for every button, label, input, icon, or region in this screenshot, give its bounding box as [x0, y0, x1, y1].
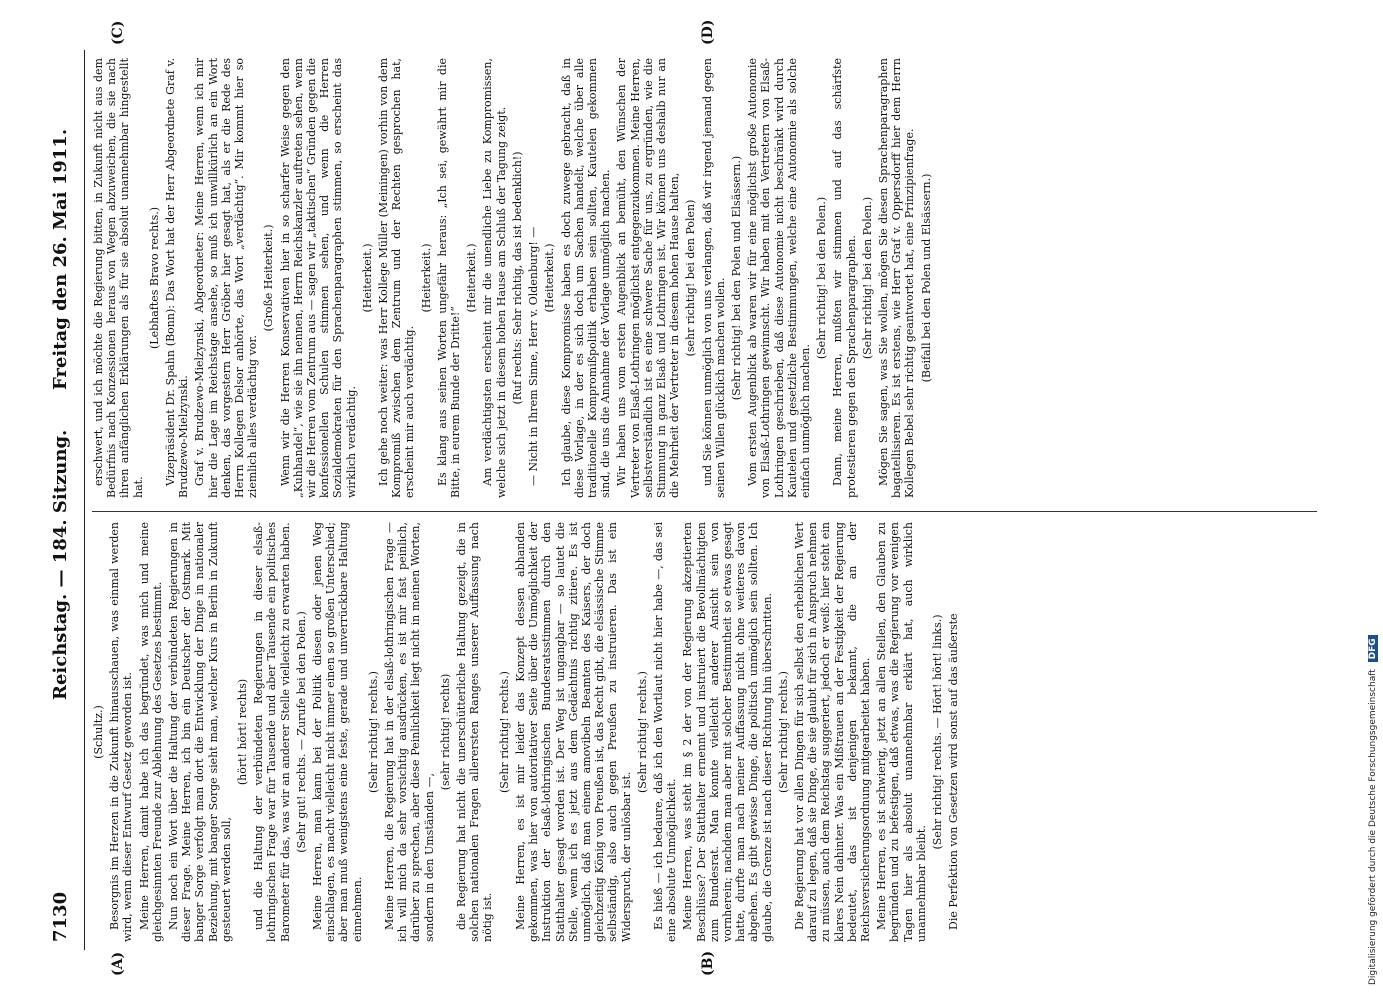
interjection-text: (Heiterkeit.) — [465, 243, 479, 313]
paragraph-text: Meine Herren, damit habe ich das begründet, was mich und meine gleichgesinnten Freunde zur Ablehnung des Gesetzes bestimmt. — [137, 522, 164, 942]
margin-letter-b: (B) — [700, 950, 716, 976]
interjection-text: (Sehr richtig! rechts.) — [366, 671, 380, 793]
left-text-column — [92, 522, 1317, 942]
running-head-session: Reichstag. — 184. Sitzung. — [50, 429, 71, 700]
interjection-text: (Ruf rechts: Sehr richtig, das ist bedenklich!) — [510, 151, 524, 405]
interjection-text: (Lebhaftes Bravo rechts.) — [147, 206, 161, 350]
paragraph-text: Graf v. Brudzewo-Mielzynski, Abgeordneter: Meine Herren, wenn ich mir hier die Lage im Reichstage ansehe, so muß ich unwillkürlich an ein Wort denken, das vorgestern Herr Gröber hier gesagt hat, als er die Rede des Herrn Kollegen Delsor anhörte, das Wort „verdächtig“. Mir kommt hier so ziemlich alles verdächtig vor. — [193, 58, 260, 498]
paragraph-text: Die Regierung hat vor allen Dingen für sich selbst den erheblichen Wert darauf zu legen, daß sie Dinge, die sie glaubt für sich in Anspruch nehmen zu müssen, auch dem Reichstag suggeriert, jedoch er weiß: hier steht ein klares Nein dahinter. Was ein Mißtrauen an der Festigkeit der Regierung bedeutet, das ist denjenigen bekannt, die an der Reichsversicherungsordnung mitgearbeitet haben. — [792, 522, 872, 942]
interjection-text: (Sehr richtig! bei den Polen und Elsässern.) — [729, 155, 743, 401]
margin-letter-d: (D) — [700, 19, 716, 45]
paragraph-text: die Regierung hat nicht die unerschütterliche Haltung gezeigt, die in solchen nationalen Fragen allerersten Ranges unserer Auffassung nach nötig ist. — [455, 522, 495, 942]
paragraph-text: Meine Herren, es ist mir leider das Konzept dessen abhanden gekommen, was hier von autoritativer Seite über die Unmöglichkeit der Instruktion der elsaß-lothringischen Bundesratsstimmen durch den Statthalter gesagt worden ist. Der Weg ist ungangbar — so lautet die Stelle, wenn ich es jetzt aus dem Gedächtnis richtig zitiere. Es ist unmöglich, daß man einem amovibeln Beamten des Kaisers, der doch gleichzeitig König von Preußen ist, das Recht gibt, die elsässische Stimme selbständig, also auch gegen Preußen zu instruieren. Das ist ein Widerspruch, der unlösbar ist. — [513, 522, 633, 942]
paragraph-text: Nun noch ein Wort über die Haltung der verbündeten Regierungen in dieser Frage. Meine Herren, ich bin ein Deutscher der Ostmark. Mit banger Sorge verfolgt man dort die Entwicklung der Dinge in nationaler Beziehung, mit banger Sorge sieht man, welcher Kurs in Berlin in Zukunft gesteuert werden soll, — [167, 522, 233, 942]
margin-letter-a: (A) — [110, 951, 126, 976]
interjection-text: (Sehr richtig! bei den Polen.) — [815, 196, 829, 360]
paragraph-text: und Sie können unmöglich von uns verlangen, daß wir irgend jemand gegen seinen Willen glücklich machen wollen. — [700, 58, 727, 498]
credit-text: Digitalisierung gefördert durch die Deutsche Forschungsgemeinschaft — [1368, 669, 1378, 985]
paragraph-text: Die Perfektion von Gesetzen wird sonst auf das äußerste — [947, 613, 961, 930]
paragraph-text: Vizepräsident Dr. Spahn (Bonn): Das Wort hat der Herr Abgeordnete Graf v. Brudzewo-Mielzynski. — [164, 58, 191, 498]
paragraph-text: und die Haltung der verbündeten Regierungen in dieser elsaß-lothringischen Frage war für Tausende und aber Tausende ein politisches Barometer für das, was wir an anderer Stelle vielleicht zu erwarten haben. — [252, 522, 292, 942]
paragraph-text: Wenn wir die Herren Konservativen hier in so scharfer Weise gegen den „Kuhhandel“, wie sie ihn nennen, Herrn Reichskanzler auftreten sehen, wenn wir die Herren vom Zentrum aus — sagen wir „taktischen“ Gründen gegen die konfessionellen Schulen stimmen sehen, und wenn die Herren Sozialdemokraten für den Sprachenparagraphen stimmen, so erscheint das wirklich verdächtig. — [278, 58, 358, 498]
interjection-text: (Große Heiterkeit.) — [262, 224, 276, 332]
interjection-text: (Beifall bei den Polen und Elsässern.) — [919, 173, 933, 383]
interjection-text: (Heiterkeit.) — [419, 243, 433, 313]
interjection-text: (Sehr richtig! rechts. — Hört! hört! links.) — [930, 614, 944, 850]
rotated-document-page — [40, 19, 1330, 976]
right-text-column — [92, 58, 1317, 498]
interjection-text: (Sehr richtig! rechts.) — [635, 671, 649, 793]
paragraph-text: — Nicht in Ihrem Sinne, Herr v. Oldenburg! — — [527, 226, 541, 486]
paragraph-text: Meine Herren, was steht im § 2 der von der Regierung akzeptierten Beschlüsse? Der Statthalter ernennt und instruiert die Bevollmächtigten zum Bundesrat. Man konnte vielleicht anderer Ansicht sein von vornherein; nachdem man aber mit solcher Bestimmtheit so etwas gesagt hatte, durfte man nach meiner Auffassung nicht ohne weiteres davon abgehen. Es gibt gewisse Dinge, die politisch unmöglich sein sollten. Ich glaube, die Grenze ist nach dieser Richtung hin überschritten. — [681, 522, 774, 942]
interjection-text: (Sehr gut! rechts. — Zurufe bei den Polen.) — [294, 611, 308, 853]
interjection-text: (Heiterkeit.) — [543, 243, 557, 313]
interjection-text: (Schultz.) — [92, 705, 105, 759]
interjection-text: (hört! hört! rechts) — [236, 678, 250, 786]
page-number: 7130 — [50, 891, 71, 942]
running-head-date: Freitag den 26. Mai 1911. — [50, 128, 71, 390]
paragraph-text: Vom ersten Augenblick ab waren wir für eine möglichst große Autonomie von Elsaß-Lothringen gewinnscht. Wir haben mit den Vertretern von Elsaß-Lothringen geschrieben, daß diese Autonomie nicht beschränkt wird durch Kautelen und gesetzliche Bestimmungen, welche eine Autonomie als solche einfach unmöglich machen. — [746, 58, 812, 498]
paragraph-text: Wir haben uns vom ersten Augenblick an bemüht, den Wünschen der Vertreter von Elsaß-Lothringen möglichst entgegenzukommen. Meine Herren, selbstverständlich ist es eine schwere Sache für uns, zu ergründen, wie die Stimmung in ganz Elsaß und Lothringen ist. Wir können uns deshalb nur an die Mehrheit der Vertreter in diesem hohen Hause halten, — [615, 58, 682, 498]
paragraph-text: Besorgnis im Herzen in die Zukunft hinausschauen, was einmal werden wird, wenn dieser Entwurf Gesetz geworden ist. — [108, 522, 135, 942]
paragraph-text: Mögen Sie sagen, was Sie wollen, mögen Sie diesen Sprachenparagraphen bagatellisieren. Es ist erstens, wie Herr Graf v. Oppersdorff hier dem Herrn Kollegen Bebel sehr richtig geantwortet hat, eine Prinzipienfrage. — [876, 58, 917, 498]
paragraph-text: Es klang aus seinen Worten ungefähr heraus: „Ich sei, gewährt mir die Bitte, in eurem Bunde der Dritte!“ — [435, 58, 463, 498]
interjection-text: (sehr richtig! rechts) — [438, 673, 452, 791]
interjection-text: (Sehr richtig! bei den Polen.) — [860, 196, 874, 360]
paragraph-text: Ich gehe noch weiter: was Herr Kollege Müller (Meiningen) vorhin von dem Kompromiß zwischen dem Zentrum und der Rechten gesprochen hat, erscheint mir auch verdächtig. — [377, 58, 417, 498]
paragraph-text: Am verdächtigsten erscheint mir die unendliche Liebe zu Kompromissen, welche sich jetzt in diesem hohen Hause am Schluß der Tagung zeigt. — [481, 58, 508, 498]
digitization-credit — [1368, 635, 1378, 985]
interjection-text: (sehr richtig! bei den Polen) — [684, 199, 698, 357]
dfg-logo: DFG — [1368, 635, 1378, 662]
margin-letter-c: (C) — [110, 20, 126, 45]
paragraph-text: Meine Herren, die Regierung hat in der elsaß-lothringischen Frage — ich will mich da sehr vorsichtig ausdrücken, es ist mir fast peinlich, darüber zu sprechen, aber diese Peinlichkeit liegt nicht in meinen Worten, sondern in den Umständen —, — [383, 522, 436, 942]
interjection-text: (Heiterkeit.) — [360, 243, 374, 313]
paragraph-text: erschwert, und ich möchte die Regierung bitten, in Zukunft nicht aus dem Bedürfnis nach Konzessionen heraus von Wegen abzuweichen, die sie nach ihren anfänglichen Erklärungen als für sie absolut unannehmbar hingestellt hat. — [92, 58, 145, 498]
paragraph-text: Ich glaube, diese Kompromisse haben es doch zuwege gebracht, daß in diese Vorlage, in der es sich doch um Sachen handelt, welche über alle traditionelle Kompromißpolitik erhaben sein sollten, Kautelen gekommen sind, die uns die Annahme der Vorlage unmöglich machen. — [559, 58, 613, 498]
paragraph-text: Es hieß — ich bedaure, daß ich den Wortlaut nicht hier habe —, das sei eine absolute Unmöglichkeit. — [651, 522, 679, 942]
page-header — [40, 50, 85, 950]
interjection-text: (Sehr richtig! rechts.) — [497, 671, 511, 793]
paragraph-text: Meine Herren, man kann bei der Politik diesen oder jenen Weg einschlagen, es macht vielleicht nicht immer einen so großen Unterschied; aber man muß wenigstens eine feste, gerade und unverrückbare Haltung einnehmen. — [311, 522, 364, 942]
paragraph-text: Dann, meine Herren, mußten wir stimmen und auf das schärfste protestieren gegen den Sprachenparagraphen. — [831, 58, 858, 498]
paragraph-text: Meine Herren, es ist schwierig, jetzt an allen Stellen, den Glauben zu begründen und zu befestigen, daß etwas, was die Regierung vor wenigen Tagen hier als absolut unannehmbar erklärt hat, auch wirklich unannehmbar bleibt. — [875, 522, 928, 942]
column-divider — [92, 511, 1317, 512]
interjection-text: (Sehr richtig! rechts.) — [776, 671, 790, 793]
